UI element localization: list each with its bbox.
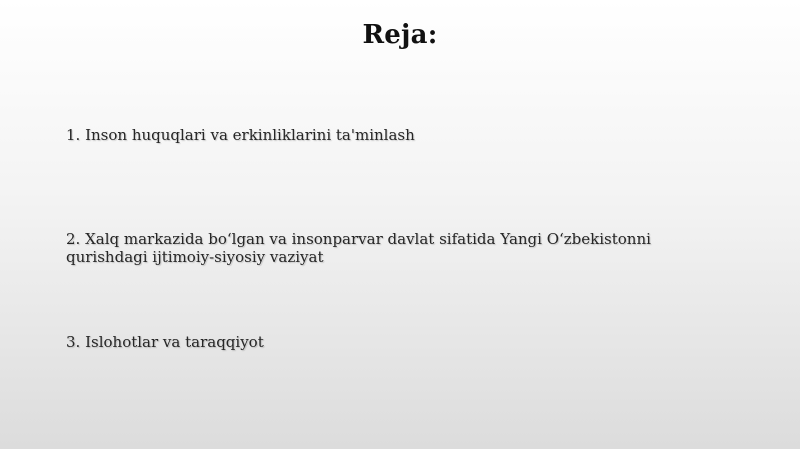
- slide-title: Reja:: [362, 20, 438, 50]
- plan-item-3: 3. Islohotlar va taraqqiyot: [66, 333, 264, 351]
- plan-item-1: 1. Inson huquqlari va erkinliklarini ta'minlash: [66, 126, 415, 144]
- plan-item-2: 2. Xalq markazida bo‘lgan va insonparvar davlat sifatida Yangi O‘zbekistonni qurishdagi ijtimoiy-siyosiy vaziyat: [66, 230, 651, 266]
